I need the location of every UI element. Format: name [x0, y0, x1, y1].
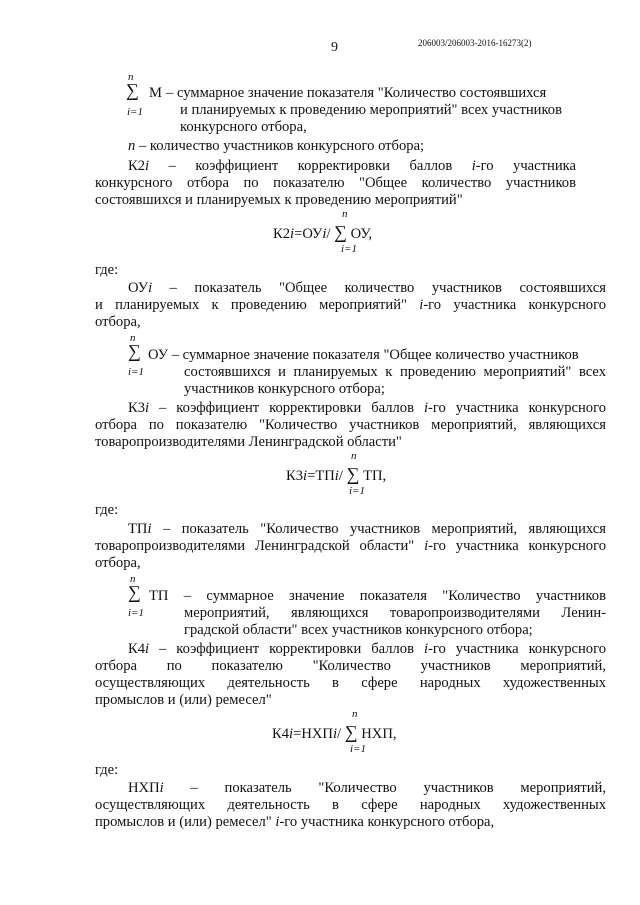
k3-sum-line3: градской области" всех участников конкурсного отбора;	[184, 622, 533, 638]
k2-sum-line2: состоявшихся и планируемых к проведению мероприятий" всех	[184, 364, 606, 380]
k3-def-line2: товаропроизводителями Ленинградской области" i-го участника конкурсного	[95, 538, 606, 554]
k4-formula-lower: i=1	[350, 743, 366, 755]
k3-sum-symbol: ∑	[128, 582, 141, 602]
k2-line2: конкурсного отбора по показателю "Общее количество участников	[95, 175, 576, 191]
n-definition: n – количество участников конкурсного отбора;	[128, 138, 425, 154]
sum-upper-limit: n	[128, 71, 134, 83]
k2-def-line3: отбора,	[95, 314, 141, 330]
k3-where: где:	[95, 502, 119, 518]
k3-sum-line1: ТП – суммарное значение показателя "Количество участников	[149, 588, 606, 604]
k3-sum-upper: n	[130, 573, 136, 585]
k4-line2: отбора по показателю "Количество участников мероприятий,	[95, 658, 606, 674]
k2-sum-lower: i=1	[128, 366, 144, 378]
k2-sum-line3: участников конкурсного отбора;	[184, 381, 385, 397]
k4-def-line2: осуществляющих деятельность в сфере народных художественных	[95, 797, 606, 813]
k2-def-line2: и планируемых к проведению мероприятий" i-го участника конкурсного	[95, 297, 606, 313]
sum-term-m: М	[149, 85, 162, 101]
k2-sum-symbol: ∑	[128, 341, 141, 361]
k3-line2: отбора по показателю "Количество участников мероприятий, являющихся	[95, 417, 606, 433]
k3-line3: товаропроизводителями Ленинградской области"	[95, 434, 402, 450]
k2-sum-line1: ОУ – суммарное значение показателя "Общее количество участников	[148, 347, 579, 363]
k2-formula: К2i=ОУi/ ∑ ОУ,	[273, 222, 372, 242]
k2-sum-upper: n	[130, 332, 136, 344]
k4-formula: К4i=НХПi/ ∑ НХП,	[272, 722, 397, 742]
k3-formula-lower: i=1	[349, 485, 365, 497]
k3-sum-lower: i=1	[128, 607, 144, 619]
k3-def-line1: ТПi – показатель "Количество участников мероприятий, являющихся	[128, 521, 606, 537]
k3-formula-upper: n	[351, 450, 357, 462]
k3-formula: К3i=ТПi/ ∑ ТП,	[286, 464, 387, 484]
k3-def-line3: отбора,	[95, 555, 141, 571]
k3-sum-line2: мероприятий, являющихся товаропроизводителями Ленин-	[184, 605, 606, 621]
block1-line2: и планируемых к проведению мероприятий" всех участников	[180, 102, 562, 118]
document-id: 206003/206003-2016-16273(2)	[418, 38, 532, 48]
block1-line1: – суммарное значение показателя "Количество состоявшихся	[166, 85, 547, 101]
sum-lower-limit: i=1	[127, 106, 143, 118]
k2-def-line1: ОУi – показатель "Общее количество участников состоявшихся	[128, 280, 606, 296]
k4-where: где:	[95, 762, 119, 778]
k4-def-line3: промыслов и (или) ремесел" i-го участника конкурсного отбора,	[95, 814, 495, 830]
k2-line3: состоявшихся и планируемых к проведению мероприятий"	[95, 192, 463, 208]
k4-def-line1: НХПi – показатель "Количество участников мероприятий,	[128, 780, 606, 796]
k4-line4: промыслов и (или) ремесел"	[95, 692, 272, 708]
page-number: 9	[331, 40, 338, 55]
k4-formula-upper: n	[352, 708, 358, 720]
k2-where: где:	[95, 262, 119, 278]
k2-formula-upper: n	[342, 208, 348, 220]
k4-line3: осуществляющих деятельность в сфере народных художественных	[95, 675, 606, 691]
sum-symbol: ∑	[126, 80, 139, 100]
k2-formula-lower: i=1	[341, 243, 357, 255]
k2-line1: К2i – коэффициент корректировки баллов i-го участника	[128, 158, 576, 174]
k4-line1: К4i – коэффициент корректировки баллов i-го участника конкурсного	[128, 641, 607, 657]
block1-line3: конкурсного отбора,	[180, 119, 307, 135]
k3-line1: К3i – коэффициент корректировки баллов i-го участника конкурсного	[128, 400, 607, 416]
